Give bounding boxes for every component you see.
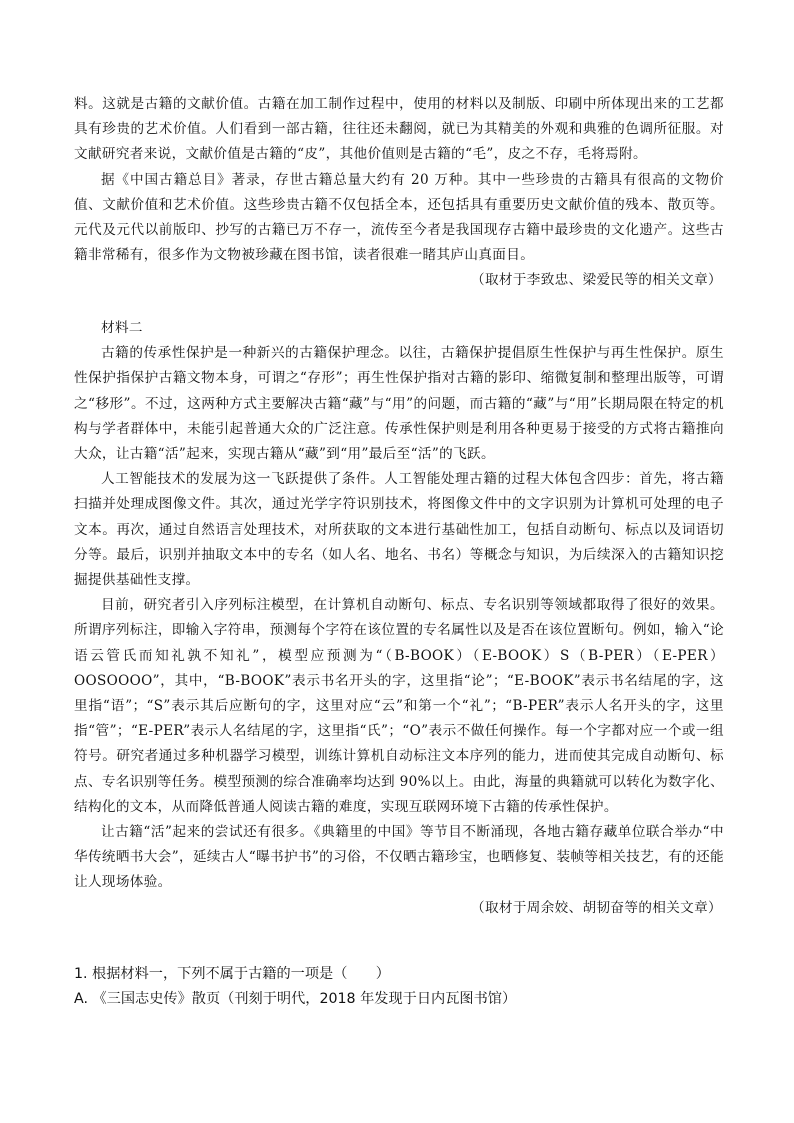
- question-1-option-a: A. 《三国志史传》散页（刊刻于明代，2018 年发现于日内瓦图书馆）: [74, 991, 517, 1007]
- material-one-paragraph-continued: 料。这就是古籍的文献价值。古籍在加工制作过程中，使用的材料以及制版、印刷中所体现出来的工艺都具有珍贵的艺术价值。人们看到一部古籍，往往还未翻阅，就已为其精美的外观和典雅的色调所征服。对文献研究者来说，文献价值是古籍的“皮”，其他价值则是古籍的“毛”，皮之不存，毛将焉附。: [74, 96, 724, 163]
- material-one-source: （取材于李致忠、梁爱民等的相关文章）: [471, 272, 722, 289]
- question-1-stem: 1. 根据材料一，下列不属于古籍的一项是（ ）: [74, 966, 390, 982]
- material-two-paragraph-4: 让古籍“活”起来的尝试还有很多。《典籍里的中国》等节目不断涌现，各地古籍存藏单位联合举办“中华传统晒书大会”，延续古人“曝书护书”的习俗，不仅晒古籍珍宝，也晒修复、装帧等相关技艺，有的还能让人现场体验。: [74, 824, 724, 891]
- material-two-paragraph-2: 人工智能技术的发展为这一飞跃提供了条件。人工智能处理古籍的过程大体包含四步：首先，将古籍扫描并处理成图像文件。其次，通过光学字符识别技术，将图像文件中的文字识别为计算机可处理的电子文本。再次，通过自然语言处理技术，对所获取的文本进行基础性加工，包括自动断句、标点以及词语切分等。最后，识别并抽取文本中的专名（如人名、地名、书名）等概念与知识，为后续深入的古籍知识挖掘提供基础性支撑。: [74, 471, 724, 589]
- question-1: [74, 962, 724, 1012]
- material-two-heading: 材料二: [101, 320, 143, 336]
- material-two-paragraph-1: 古籍的传承性保护是一种新兴的古籍保护理念。以往，古籍保护提倡原生性保护与再生性保护。原生性保护指保护古籍文物本身，可谓之“存形”；再生性保护指对古籍的影印、缩微复制和整理出版等，可谓之“移形”。不过，这两种方式主要解决古籍“藏”与“用”的问题，而古籍的“藏”与“用”长期局限在特定的机构与学者群体中，未能引起普通大众的广泛注意。传承性保护则是利用各种更易于接受的方式将古籍推向大众，让古籍“活”起来，实现古籍从“藏”到“用”最后至“活”的飞跃。: [74, 345, 724, 463]
- material-two: [74, 316, 724, 921]
- material-one: [74, 92, 724, 294]
- material-one-paragraph-2: 据《中国古籍总目》著录，存世古籍总量大约有 20 万种。其中一些珍贵的古籍具有很高的文物价值、文献价值和艺术价值。这些珍贵古籍不仅包括全本，还包括具有重要历史文献价值的残本、散页等。元代及元代以前版印、抄写的古籍已万不存一，流传至今者是我国现存古籍中最珍贵的文化遗产。这些古籍非常稀有，很多作为文物被珍藏在图书馆，读者很难一睹其庐山真面目。: [74, 171, 724, 264]
- material-two-paragraph-3: 目前，研究者引入序列标注模型，在计算机自动断句、标点、专名识别等领域都取得了很好的效果。所谓序列标注，即输入字符串，预测每个字符在该位置的专名属性以及是否在该位置断句。例如，输入“论语云管氏而知礼孰不知礼”，模型应预测为“（B-BOOK）（E-BOOK）S（B-PER）（E-PER）OOSOOOO”，其中，“B-BOOK”表示书名开头的字，这里指“论”；“E-BOOK”表示书名结尾的字，这里指“语”；“S”表示其后应断句的字，这里对应“云”和第一个“礼”；“B-PER”表示人名开头的字，这里指“管”；“E-PER”表示人名结尾的字，这里指“氏”；“O”表示不做任何操作。每一个字都对应一个或一组符号。研究者通过多种机器学习模型，训练计算机自动标注文本序列的能力，进而使其完成自动断句、标点、专名识别等任务。模型预测的综合准确率均达到 90%以上。由此，海量的典籍就可以转化为数字化、结构化的文本，从而降低普通人阅读古籍的难度，实现互联网环境下古籍的传承性保护。: [74, 597, 724, 815]
- material-two-source: （取材于周余姣、胡韧奋等的相关文章）: [471, 899, 722, 916]
